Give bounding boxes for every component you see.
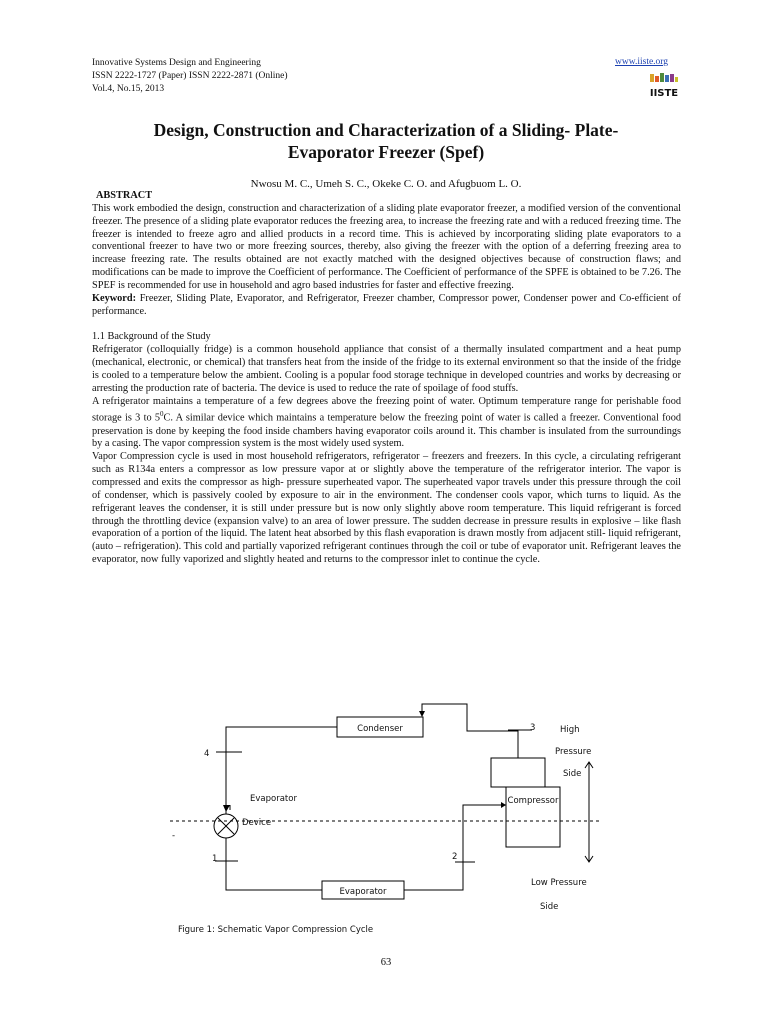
paper-body: [92, 190, 681, 567]
low-pressure-label: Low Pressure: [531, 878, 587, 888]
paper-title: [92, 119, 680, 163]
title-line-1: Design, Construction and Characterization of a Sliding- Plate-: [153, 120, 619, 140]
node-2: 2: [452, 852, 458, 862]
paragraph-2-part-b: C. A similar device which maintains a temperature below the freezing point of water is called a freezer. Conventional food preservation is done by keeping the food inside chambers having evaporator coils around it. This chamber is insulated from the surroundings by a casing. The vapor compression system is the most widely used system.: [92, 412, 681, 450]
condenser-label: Condenser: [357, 724, 403, 734]
vapor-compression-figure: [170, 692, 620, 942]
logo-text: IISTE: [649, 88, 679, 99]
line-valve-to-evaporator: [226, 838, 322, 890]
line-compressor-to-condenser: [422, 704, 518, 758]
side-high-label: Side: [563, 769, 582, 779]
journal-header: [92, 57, 288, 96]
iiste-logo: [648, 72, 680, 102]
pressure-label: Pressure: [555, 747, 592, 757]
section-heading: 1.1 Background of the Study: [92, 331, 211, 343]
page-number: 63: [380, 957, 392, 968]
abstract-text: This work embodied the design, construction and characterization of a sliding plate evaporator freezer, a modified version of the conventional freezer. The presence of a sliding plate evaporator reduces the freezing area, to increase the freezing rate and with a reduced freezing time. The freezer is intended to freeze agro and allied products in a record time. This is achieved by incorporating sliding plate evaporators to a conventional freezer to have two or more freezing sources, thereby, also giving the freezer with the option of a deferring freezing area to increase freezing rate. The results obtained are not exactly matched with the designed objectives because of construction flaws; and modifications can be made to improve the Coefficient of performance. The Coefficient of performance of the SPFE is obtained to be 7.26. The SPEF is recommended for use in household and agro based industries for faster and effective freezing.: [92, 202, 681, 291]
compressor-top-box: [491, 758, 545, 787]
paragraph-2-part-a: A refrigerator maintains a temperature of a few degrees above the freezing point of water. Optimum temperature range for perishable food storage is 3 to 5: [92, 395, 681, 424]
node-1: 1: [212, 854, 218, 864]
evaporator-label: Evaporator: [250, 794, 297, 804]
dash-mark: -: [172, 831, 176, 841]
journal-website-link[interactable]: www.iiste.org: [615, 57, 669, 67]
abstract-heading: ABSTRACT: [96, 190, 153, 201]
side-low-label: Side: [540, 902, 559, 912]
title-line-2: Evaporator Freezer (Spef): [287, 142, 485, 162]
vapor-compression-diagram: [170, 692, 620, 942]
paragraph-1: Refrigerator (colloquially fridge) is a common household appliance that consist of a thermally insulated compartment and a heat pump (mechanical, electronic, or chemical) that transfers heat from the inside of the fridge to its external environment so that the inside of the fridge is cooled to a temperature below the ambient. Cooling is a popular food storage technique in developed countries and works by decreasing or arresting the production rate of bacteria. The device is used to reduce the rate of spoilage of food stuffs.: [92, 344, 681, 394]
line-evaporator-to-compressor: [404, 805, 506, 890]
device-label: Device: [242, 818, 272, 828]
high-label: High: [560, 725, 580, 735]
compressor-label: Compressor: [507, 796, 559, 806]
paragraph-3: Vapor Compression cycle is used in most household refrigerators, refrigerator – freezers and freezers. In this cycle, a circulating refrigerant such as R134a enters a compressor as low pressure vapor at or slightly above the temperature of the refrigerator interior. The vapor is compressed and exits the compressor as high- pressure superheated vapor. The superheated vapor travels under this pressure through the coil of condenser, which is passively cooled by exposure to air in the environment. The condenser cools vapor, which turns to liquid. As the refrigerant leaves the condenser, it is still under pressure but is now only slightly above room temperature. This liquid refrigerant is forced through the throttling device (expansion valve) to an area of lower pressure. The sudden decrease in pressure results in explosive – like flash evaporation of a portion of the liquid. The latent heat absorbed by this flash evaporation is drawn mostly from adjacent still- liquid refrigerant, (auto – refrigeration). This cold and partially vaporized refrigerant continues through the coil or tube of evaporator unit. Refrigerant leaves the evaporator, now fully vaporized and slightly heated and returns to the compressor inlet to continue the cycle.: [92, 451, 681, 566]
paragraph-2: [92, 396, 681, 452]
keywords-text: Freezer, Sliding Plate, Evaporator, and Refrigerator, Freezer chamber, Compressor power, Condenser power and Co-efficient of performance.: [92, 292, 681, 317]
degree-sup: 0: [160, 410, 164, 419]
keywords: [92, 293, 681, 319]
node-3: 3: [530, 723, 536, 733]
keywords-label: Keyword:: [92, 292, 137, 304]
authors: Nwosu M. C., Umeh S. C., Okeke C. O. and Afugbuom L. O.: [250, 178, 522, 190]
journal-volume: Vol.4, No.15, 2013: [92, 84, 165, 94]
journal-name: Innovative Systems Design and Engineering: [92, 58, 261, 68]
evaporator-box-label: Evaporator: [339, 887, 387, 897]
figure-caption: Figure 1: Schematic Vapor Compression Cycle: [178, 925, 374, 935]
journal-issn: ISSN 2222-1727 (Paper) ISSN 2222-2871 (Online): [92, 71, 288, 81]
node-4: 4: [204, 749, 210, 759]
